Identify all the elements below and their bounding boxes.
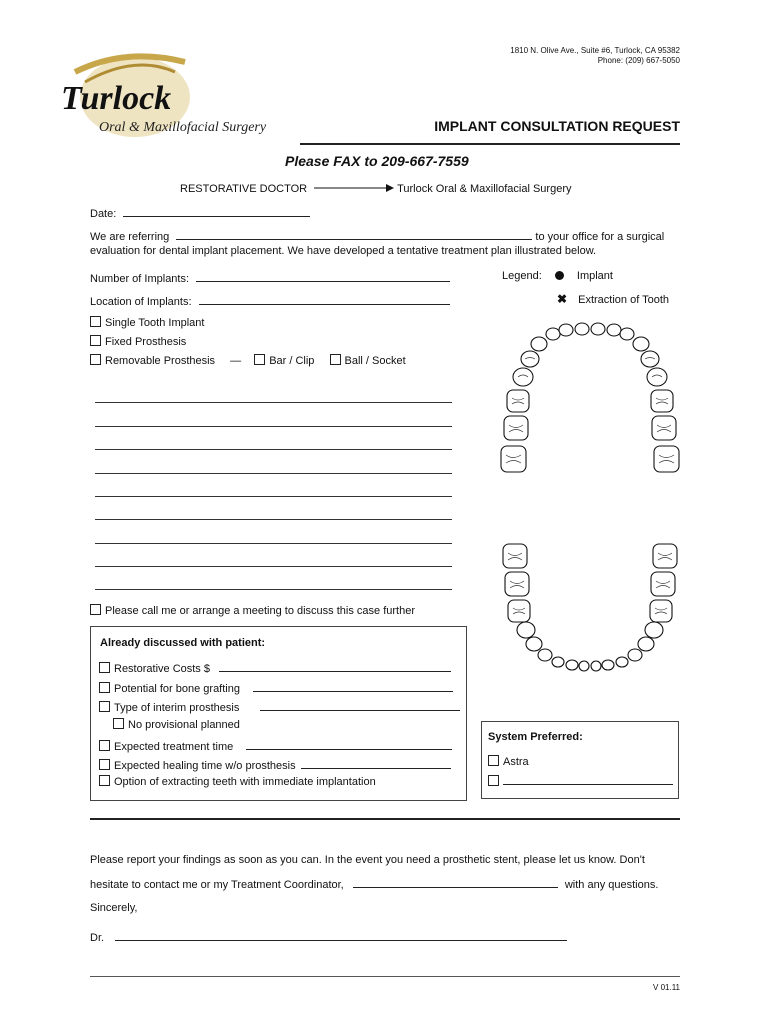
healing-time-field[interactable] <box>301 757 451 769</box>
num-implants-field[interactable] <box>196 270 450 282</box>
address-line: 1810 N. Olive Ave., Suite #6, Turlock, CA 95382 <box>510 46 680 55</box>
footer-p1: Please report your findings as soon as you can. In the event you need a prosthetic stent, please let us know. Don't <box>90 854 645 866</box>
date-field[interactable] <box>123 205 310 217</box>
section-rule <box>90 818 680 820</box>
removable-dash: — <box>230 355 242 367</box>
discussed-title: Already discussed with patient: <box>100 637 266 649</box>
referring-row <box>90 228 664 243</box>
no-provisional-row[interactable] <box>113 718 240 731</box>
routing-to: Turlock Oral & Maxillofacial Surgery <box>397 183 572 195</box>
note-line[interactable] <box>95 449 452 450</box>
bone-grafting-row[interactable] <box>99 680 453 695</box>
ball-checkbox[interactable] <box>330 354 341 365</box>
single-label: Single Tooth Implant <box>105 317 205 329</box>
location-implants-row <box>90 293 450 308</box>
bone-grafting-label: Potential for bone grafting <box>114 683 240 695</box>
no-provisional-checkbox[interactable] <box>113 718 124 729</box>
extraction-x-icon: ✖ <box>557 292 568 306</box>
restorative-costs-checkbox[interactable] <box>99 662 110 673</box>
extract-option-checkbox[interactable] <box>99 775 110 786</box>
sincerely: Sincerely, <box>90 902 138 914</box>
note-line[interactable] <box>95 566 452 567</box>
healing-time-row[interactable] <box>99 757 451 772</box>
system-box <box>481 721 679 799</box>
bone-grafting-field[interactable] <box>253 680 453 692</box>
legend-implant: Implant <box>576 270 613 282</box>
call-me-checkbox[interactable] <box>90 604 101 615</box>
bar-label: Bar / Clip <box>269 355 315 367</box>
date-row <box>90 205 310 220</box>
removable-label: Removable Prosthesis <box>105 355 216 367</box>
note-line[interactable] <box>95 426 452 427</box>
call-me-label: Please call me or arrange a meeting to discuss this case further <box>105 605 415 617</box>
no-provisional-label: No provisional planned <box>128 719 240 731</box>
bone-grafting-checkbox[interactable] <box>99 682 110 693</box>
extract-option-row[interactable] <box>99 775 376 788</box>
address <box>510 46 680 65</box>
option-removable[interactable] <box>90 354 406 367</box>
form-title: IMPLANT CONSULTATION REQUEST <box>434 118 680 134</box>
other-system-row[interactable] <box>488 773 673 788</box>
astra-label: Astra <box>503 756 529 768</box>
logo-subtitle: Oral & Maxillofacial Surgery <box>99 120 267 135</box>
note-line[interactable] <box>95 473 452 474</box>
option-fixed[interactable] <box>90 335 186 348</box>
note-line[interactable] <box>95 496 452 497</box>
patient-name-field[interactable] <box>176 228 532 240</box>
interim-field[interactable] <box>260 699 460 711</box>
referring-prefix: We are referring <box>90 231 170 243</box>
logo <box>55 42 295 142</box>
other-system-field[interactable] <box>503 773 673 785</box>
treatment-time-label: Expected treatment time <box>114 741 234 753</box>
dr-row <box>90 929 567 944</box>
system-title: System Preferred: <box>488 731 583 743</box>
note-line[interactable] <box>95 589 452 590</box>
restorative-costs-field[interactable] <box>219 660 451 672</box>
note-line[interactable] <box>95 402 452 403</box>
treatment-time-field[interactable] <box>246 738 452 750</box>
treatment-time-checkbox[interactable] <box>99 740 110 751</box>
location-implants-field[interactable] <box>199 293 450 305</box>
referring-suffix: to your office for a surgical <box>535 231 665 243</box>
call-me-row[interactable] <box>90 604 415 617</box>
discussed-box <box>90 626 467 801</box>
arrow-right-icon <box>310 183 394 195</box>
num-implants-row <box>90 270 450 285</box>
title-rule <box>300 143 680 145</box>
version: V 01.11 <box>653 983 680 992</box>
astra-row[interactable] <box>488 755 529 768</box>
fixed-checkbox[interactable] <box>90 335 101 346</box>
logo-name: Turlock <box>61 80 172 117</box>
doctor-name-field[interactable] <box>115 929 567 941</box>
treatment-time-row[interactable] <box>99 738 452 753</box>
fixed-label: Fixed Prosthesis <box>105 336 187 348</box>
dr-label: Dr. <box>90 932 105 944</box>
option-single[interactable] <box>90 316 204 329</box>
other-system-checkbox[interactable] <box>488 775 499 786</box>
num-implants-label: Number of Implants: <box>90 273 190 285</box>
phone-line: Phone: (209) 667-5050 <box>597 56 680 65</box>
extract-option-label: Option of extracting teeth with immediate implantation <box>114 776 376 788</box>
legend-extraction-row <box>557 292 669 306</box>
footer-p2 <box>90 876 658 891</box>
ball-label: Ball / Socket <box>344 355 406 367</box>
dental-chart <box>490 322 690 672</box>
footer-p2-prefix: hesitate to contact me or my Treatment Coordinator, <box>90 879 344 891</box>
tooth-chart-icon[interactable] <box>490 322 690 672</box>
footer-p2-suffix: with any questions. <box>564 879 659 891</box>
note-line[interactable] <box>95 519 452 520</box>
interim-label: Type of interim prosthesis <box>114 702 240 714</box>
legend-extraction: Extraction of Tooth <box>578 294 670 306</box>
fax-line: Please FAX to 209-667-7559 <box>285 153 469 169</box>
single-checkbox[interactable] <box>90 316 101 327</box>
legend <box>502 270 613 282</box>
footer-rule <box>90 976 680 977</box>
interim-checkbox[interactable] <box>99 701 110 712</box>
astra-checkbox[interactable] <box>488 755 499 766</box>
healing-time-label: Expected healing time w/o prosthesis <box>114 760 296 772</box>
date-label: Date: <box>90 208 117 220</box>
location-implants-label: Location of Implants: <box>90 296 192 308</box>
referring-line2: evaluation for dental implant placement. We have developed a tentative treatment plan illustrated below. <box>90 245 597 257</box>
healing-time-checkbox[interactable] <box>99 759 110 770</box>
bar-checkbox[interactable] <box>254 354 265 365</box>
note-line[interactable] <box>95 543 452 544</box>
interim-row[interactable] <box>99 699 460 714</box>
legend-label: Legend: <box>502 270 542 282</box>
removable-checkbox[interactable] <box>90 354 101 365</box>
restorative-costs-row[interactable] <box>99 660 451 675</box>
coordinator-field[interactable] <box>353 876 558 888</box>
restorative-costs-label: Restorative Costs $ <box>114 663 210 675</box>
implant-dot-icon <box>555 271 564 280</box>
routing-from: RESTORATIVE DOCTOR <box>180 183 308 195</box>
routing <box>180 183 571 195</box>
